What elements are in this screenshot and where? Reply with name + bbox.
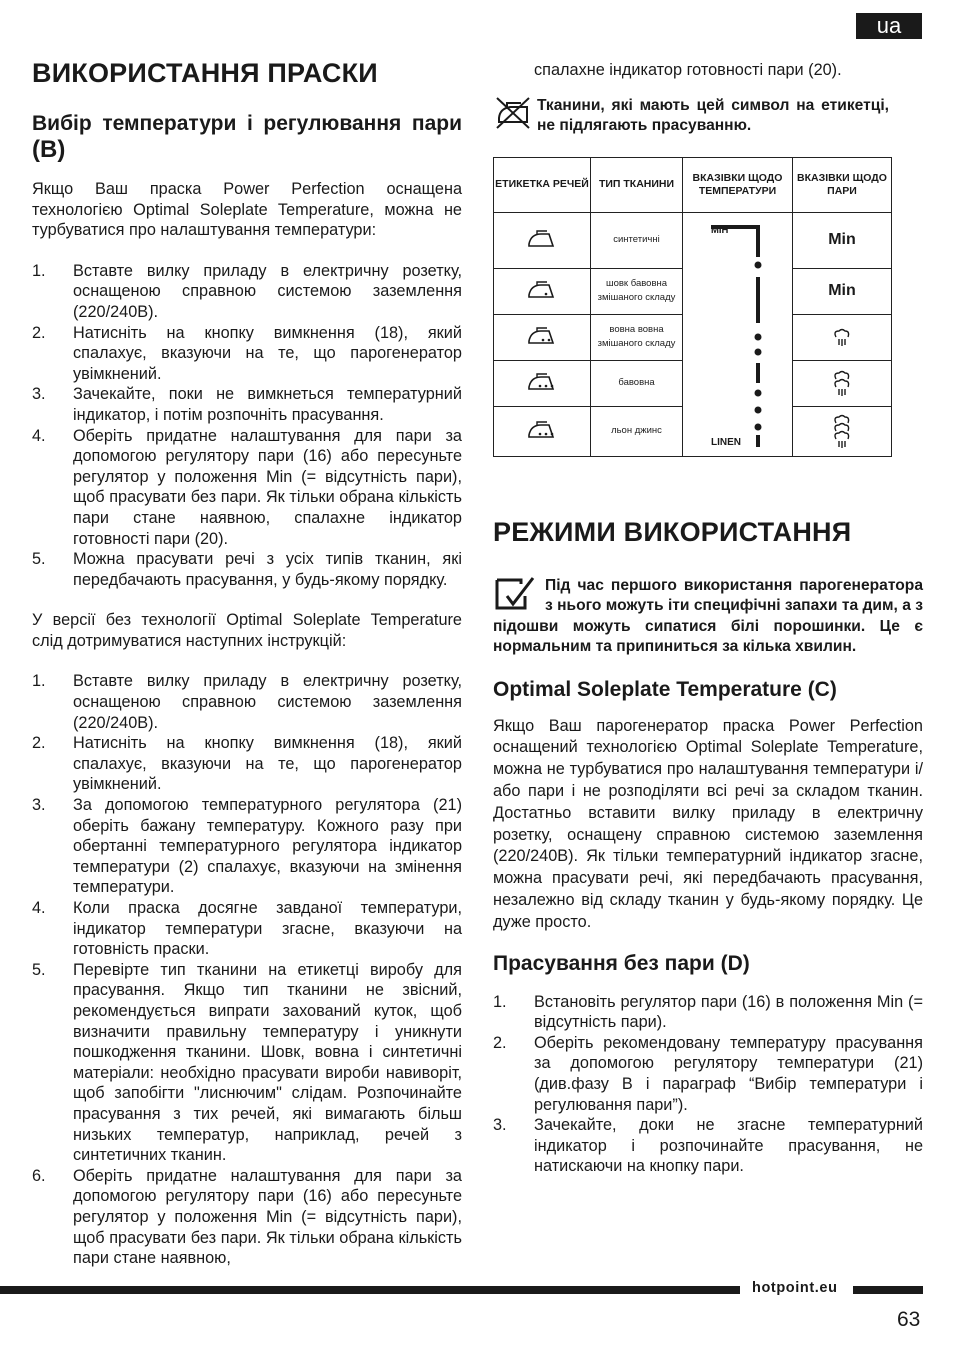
section-b-intro: Якщо Ваш праска Power Perfection оснащена технологією Optimal Soleplate Temperature, можна не турбуватися про налаштування температури: <box>32 180 462 240</box>
steam-cell: Min <box>793 268 892 314</box>
footer-site: hotpoint.eu <box>752 1280 838 1296</box>
iron-1-dot-icon <box>525 293 559 304</box>
list-text: Зачекайте, доки не згасне температурний індикатор і розпочинайте прасування, не натискаючи на кнопку пари. <box>534 1116 923 1176</box>
list-item <box>32 323 462 385</box>
list-number: 1. <box>32 261 46 280</box>
footer-bar <box>0 1286 740 1294</box>
section-c-title: Optimal Soleplate Temperature (C) <box>493 677 837 701</box>
list-number: 3. <box>493 1116 507 1135</box>
fabric-cell: льон джинс <box>591 406 683 456</box>
list-item <box>32 426 462 550</box>
list-text: Оберіть рекомендовану температуру прасування за допомогою регулятору температури (21) (див.фазу B і параграф “Вибір температури і регулювання пари”). <box>534 1033 923 1114</box>
iron-2-dots-icon <box>525 339 559 350</box>
list-text: Можна прасувати речі з усіх типів тканин, які передбачають прасування, у будь-якому порядку. <box>73 550 462 589</box>
scale-linen-label: LINEN <box>711 436 741 448</box>
list-text: Коли праска досягне завданої температури, індикатор температури згасне, вказуючи на готовність праски. <box>73 899 462 959</box>
section-title-modes: РЕЖИМИ ВИКОРИСТАННЯ <box>493 516 852 547</box>
list-item <box>32 898 462 960</box>
first-use-note <box>493 576 923 658</box>
label-icon-cell <box>494 314 591 360</box>
list-number: 3. <box>32 796 46 815</box>
fabric-cell: синтетичні <box>591 212 683 268</box>
no-ironing-icon <box>493 92 533 132</box>
header-temperature: ВКАЗІВКИ ЩОДО ТЕМПЕРАТУРИ <box>683 157 793 212</box>
list-number: 1. <box>493 992 507 1011</box>
list-number: 4. <box>32 426 46 445</box>
list-number: 2. <box>493 1033 507 1052</box>
temperature-scale-icon <box>683 217 793 451</box>
fabric-cell: шовк бавовна змішаного складу <box>591 268 683 314</box>
iron-3-dots-icon <box>525 433 559 444</box>
page-number: 63 <box>897 1308 921 1331</box>
fabric-cell: вовна вовна змішаного складу <box>591 314 683 360</box>
temperature-scale-cell <box>683 212 793 456</box>
list-item <box>32 671 462 733</box>
list-number: 2. <box>32 734 46 753</box>
label-icon-cell <box>494 212 591 268</box>
list-text: Встановіть регулятор пари (16) в положення Min (= відсутність пари). <box>534 992 923 1032</box>
iron-3-dots-icon <box>525 385 559 396</box>
steps-list-optimal <box>32 261 462 591</box>
checkmark-note-icon <box>493 574 539 614</box>
list-number: 5. <box>32 960 46 979</box>
list-item <box>32 733 462 795</box>
list-item <box>32 261 462 323</box>
steps-list-no-steam <box>493 992 923 1177</box>
list-text: Зачекайте, поки не вимкнеться температурний індикатор, і потім розпочніть прасування. <box>73 385 462 424</box>
list-item <box>32 384 462 425</box>
iron-1-dot-icon <box>525 242 559 253</box>
no-iron-warning-text: Тканини, які мають цей символ на етикетці, не підлягають прасуванню. <box>537 96 889 135</box>
list-number: 1. <box>32 672 46 691</box>
fabric-cell: бавовна <box>591 360 683 406</box>
care-table-wrapper <box>493 157 891 457</box>
steps-list-standard <box>32 671 462 1268</box>
list-item <box>32 549 462 590</box>
steam-cell <box>793 406 892 456</box>
header-fabric: ТИП ТКАНИНИ <box>591 157 683 212</box>
left-column <box>32 58 462 1269</box>
footer-bar-end <box>853 1286 923 1294</box>
list-item <box>32 1166 462 1269</box>
list-text: Оберіть придатне налаштування для пари за допомогою регулятору пари (16) або пересуньте регулятор у положення Min (= відсутність пари), щоб прасувати без пари. Як тільки обрана кількість пари стане наявною, спалахне індикатор готовності пари (20). <box>73 426 462 548</box>
list-text: Натисніть на кнопку вимкнення (18), який спалахує, вказуючи на те, що парогенератор увімкнений. <box>73 734 462 794</box>
list-text: За допомогою температурного регулятора (21) оберіть бажану температуру. Кожного разу при обертанні температурного регулятора індикатор температури (2) спалахує, вказуючи на змінення температури. <box>73 796 462 897</box>
list-number: 5. <box>32 550 46 569</box>
list-text: Перевірте тип тканини на етикетці виробу для прасування. Якщо тип тканини не звісний, рекомендується випрати захований куток, щоб визначити правильну температуру і уникнути пошкодження тканини. Шовк, вовна і синтетичні матеріали: необхідно прасувати вироби навиворіт, щоб запобігти "лиснючим" слідам. Розпочинайте прасування з тих речей, які вимагають більш низьких температур, наприклад, речей з синтетичних тканин. <box>73 960 462 1165</box>
section-c-text: Якщо Ваш парогенератор праска Power Perfection оснащений технологією Optimal Soleplate Temperature, можна не турбуватися про налаштування температури і/або пари і не розподіляти всі речі за складом тканин. Достатньо вставити вилку приладу в електричну розетку, оснащену справною системою заземлення (220/240В). Як тільки температурний індикатор згасне, можна прасувати речі, які передбачають прасування, незалежно від складу тканин у будь-якому порядку. Це дуже просто. <box>493 716 923 931</box>
list-item <box>493 1115 923 1177</box>
list-item <box>493 1033 923 1115</box>
list-number: 3. <box>32 385 46 404</box>
list-number: 4. <box>32 899 46 917</box>
section-b-intro2: У версії без технології Optimal Soleplate Temperature слід дотримуватися наступних інструкцій: <box>32 611 462 650</box>
care-table <box>493 157 892 457</box>
steam-large-icon <box>828 441 856 452</box>
steam-medium-icon <box>828 389 856 400</box>
list-number: 6. <box>32 1166 46 1185</box>
label-icon-cell <box>494 406 591 456</box>
section-b-title-suffix: (B) <box>32 136 66 163</box>
right-column <box>493 60 923 1177</box>
list-text: Натисніть на кнопку вимкнення (18), який спалахує, вказуючи на те, що парогенератор увімкнений. <box>73 323 462 383</box>
scale-min-label: МІН <box>711 224 729 236</box>
header-label: ЕТИКЕТКА РЕЧЕЙ <box>494 157 591 212</box>
steam-cell <box>793 360 892 406</box>
list-text: Оберіть придатне налаштування для пари за допомогою регулятору пари (16) або пересуньте регулятор у положення Min (= відсутність пари), щоб прасувати без пари. Як тільки обрана кількість пари стане наявною, <box>73 1166 462 1268</box>
steam-small-icon <box>828 339 856 350</box>
steam-cell: Min <box>793 212 892 268</box>
section-b-title <box>32 111 462 164</box>
steam-cell <box>793 314 892 360</box>
first-use-note-text: Під час першого використання парогенератора з нього можуть іти специфічні запахи та дим, а з підошви можуть сипатися білі порошинки. Це є нормальним та припиниться за кілька хвилин. <box>493 576 923 656</box>
list-item <box>493 992 923 1033</box>
label-icon-cell <box>494 360 591 406</box>
label-icon-cell <box>494 268 591 314</box>
list-item <box>32 795 462 898</box>
list-number: 2. <box>32 323 46 342</box>
list-text: Вставте вилку приладу в електричну розетку, оснащеною справною системою заземлення (220/240В). <box>73 672 462 732</box>
language-badge: ua <box>856 13 922 39</box>
list-item <box>32 960 462 1166</box>
page-title: ВИКОРИСТАННЯ ПРАСКИ <box>32 58 378 88</box>
list-text: Вставте вилку приладу в електричну розетку, оснащеною справною системою заземлення (220/240В). <box>73 261 462 321</box>
header-steam: ВКАЗІВКИ ЩОДО ПАРИ <box>793 157 892 212</box>
section-d-title: Прасування без пари (D) <box>493 951 750 975</box>
no-iron-warning <box>493 96 889 137</box>
section-b-title-text: Вибір температури і регулювання пари <box>32 112 462 135</box>
continued-text: спалахне індикатор готовності пари (20). <box>534 61 842 79</box>
